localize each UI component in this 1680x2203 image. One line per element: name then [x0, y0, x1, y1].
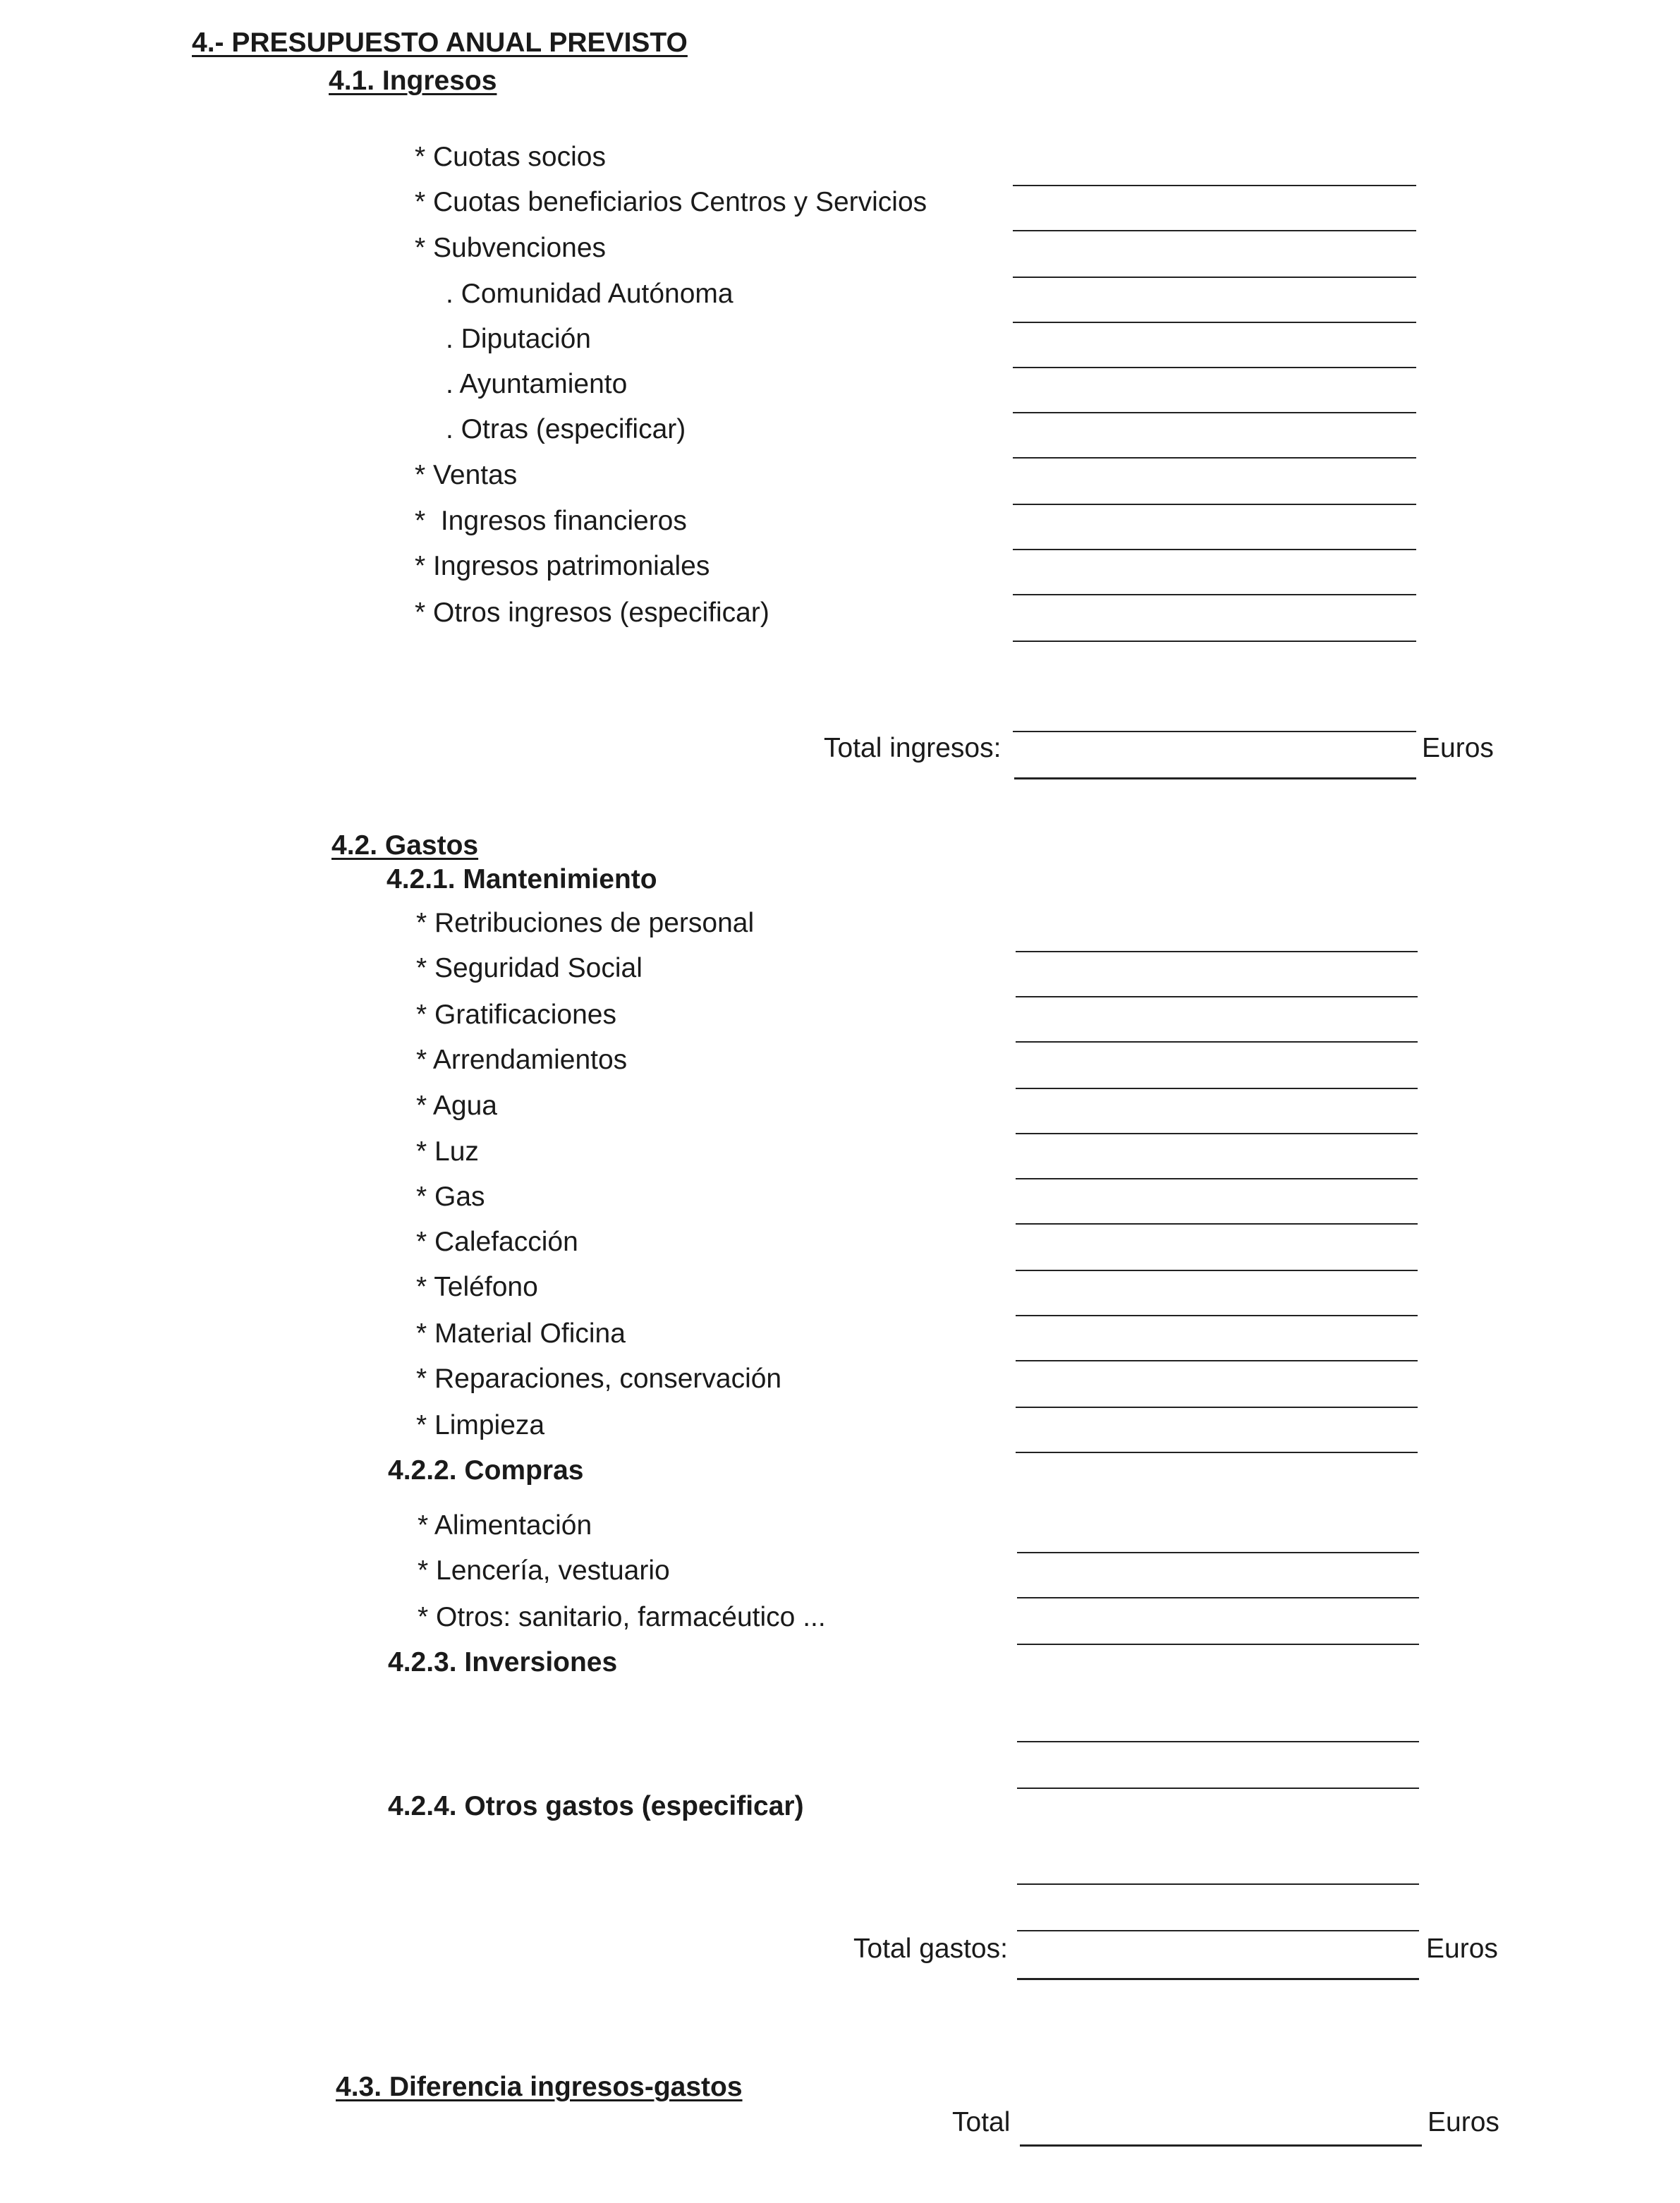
blank-line[interactable] [1016, 1360, 1418, 1361]
list-item: . Ayuntamiento [446, 369, 628, 399]
mantenimiento-heading: 4.2.1. Mantenimiento [386, 864, 657, 894]
list-item: . Otras (especificar) [446, 414, 686, 444]
blank-line[interactable] [1016, 1223, 1418, 1225]
list-item: * Seguridad Social [416, 953, 643, 983]
blank-line[interactable] [1013, 185, 1416, 186]
diferencia-total-field[interactable] [1020, 2144, 1422, 2147]
diferencia-total-currency: Euros [1428, 2107, 1499, 2137]
list-item: * Agua [416, 1091, 497, 1121]
list-item: . Comunidad Autónoma [446, 279, 734, 309]
blank-line[interactable] [1013, 322, 1416, 323]
section-title: 4.- PRESUPUESTO ANUAL PREVISTO [192, 28, 688, 58]
blank-line[interactable] [1016, 1315, 1418, 1316]
list-item: * Ingresos financieros [415, 506, 687, 536]
otros-gastos-heading: 4.2.4. Otros gastos (especificar) [388, 1791, 804, 1821]
compras-heading: 4.2.2. Compras [388, 1455, 584, 1486]
blank-line[interactable] [1016, 996, 1418, 997]
list-item: * Gas [416, 1182, 485, 1212]
total-gastos-currency: Euros [1426, 1934, 1498, 1964]
total-ingresos-label: Total ingresos: [824, 733, 1002, 763]
blank-line[interactable] [1013, 594, 1416, 595]
blank-line[interactable] [1017, 1741, 1419, 1742]
blank-line[interactable] [1013, 412, 1416, 413]
list-item: . Diputación [446, 324, 591, 354]
blank-line[interactable] [1016, 1452, 1418, 1453]
blank-line[interactable] [1013, 277, 1416, 278]
blank-line[interactable] [1016, 1041, 1418, 1043]
blank-line[interactable] [1013, 731, 1416, 732]
list-item: * Cuotas beneficiarios Centros y Servicios [415, 187, 927, 217]
list-item: * Cuotas socios [415, 142, 606, 172]
blank-line[interactable] [1013, 367, 1416, 368]
list-item: * Material Oficina [416, 1318, 626, 1349]
blank-line[interactable] [1016, 1178, 1418, 1179]
list-item: * Reparaciones, conservación [416, 1364, 782, 1394]
blank-line[interactable] [1017, 1930, 1419, 1931]
list-item: * Otros ingresos (especificar) [415, 597, 769, 628]
blank-line[interactable] [1013, 457, 1416, 459]
blank-line[interactable] [1013, 641, 1416, 642]
blank-line[interactable] [1017, 1644, 1419, 1645]
blank-line[interactable] [1016, 1088, 1418, 1089]
blank-line[interactable] [1017, 1788, 1419, 1789]
blank-line[interactable] [1016, 1407, 1418, 1408]
gastos-heading: 4.2. Gastos [331, 830, 479, 861]
total-ingresos-field[interactable] [1014, 777, 1416, 779]
diferencia-heading: 4.3. Diferencia ingresos-gastos [336, 2072, 743, 2102]
blank-line[interactable] [1013, 549, 1416, 550]
list-item: * Subvenciones [415, 233, 607, 263]
list-item: * Gratificaciones [416, 1000, 616, 1030]
blank-line[interactable] [1016, 1133, 1418, 1134]
inversiones-heading: 4.2.3. Inversiones [388, 1647, 618, 1677]
list-item: * Arrendamientos [416, 1045, 628, 1075]
total-ingresos-currency: Euros [1422, 733, 1494, 763]
list-item: * Retribuciones de personal [416, 908, 755, 938]
list-item: * Lencería, vestuario [418, 1555, 670, 1586]
list-item: * Luz [416, 1136, 479, 1167]
blank-line[interactable] [1017, 1552, 1419, 1553]
list-item: * Ingresos patrimoniales [415, 551, 710, 581]
list-item: * Alimentación [418, 1510, 592, 1541]
blank-line[interactable] [1013, 504, 1416, 505]
total-gastos-label: Total gastos: [853, 1934, 1008, 1964]
total-gastos-field[interactable] [1017, 1978, 1419, 1980]
list-item: * Teléfono [416, 1272, 538, 1302]
list-item: * Otros: sanitario, farmacéutico ... [418, 1602, 826, 1632]
ingresos-heading: 4.1. Ingresos [329, 66, 497, 96]
list-item: * Calefacción [416, 1227, 578, 1257]
list-item: * Ventas [415, 460, 518, 490]
blank-line[interactable] [1017, 1883, 1419, 1885]
diferencia-total-label: Total [952, 2107, 1011, 2137]
blank-line[interactable] [1013, 230, 1416, 231]
blank-line[interactable] [1017, 1597, 1419, 1598]
list-item: * Limpieza [416, 1410, 545, 1440]
blank-line[interactable] [1016, 951, 1418, 952]
blank-line[interactable] [1016, 1270, 1418, 1271]
